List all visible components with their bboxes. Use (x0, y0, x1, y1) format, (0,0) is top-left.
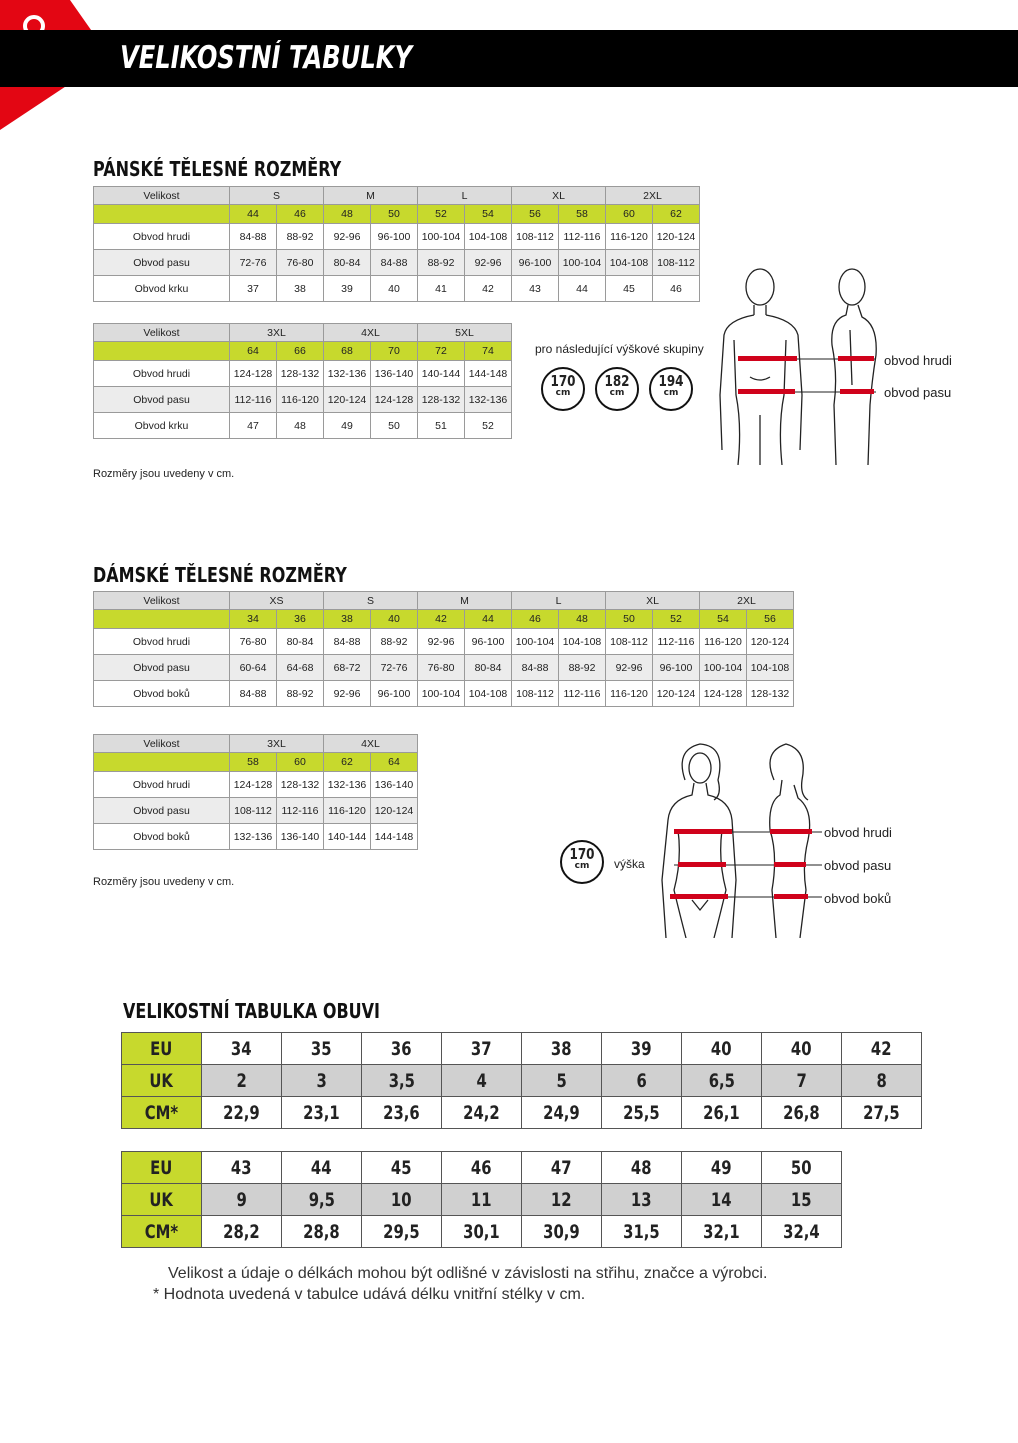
measurement-cell: 116-120 (606, 224, 653, 250)
measurement-cell: 112-116 (653, 629, 700, 655)
size-number: 74 (465, 342, 512, 361)
measurement-cell: 84-88 (324, 629, 371, 655)
measurement-cell: 104-108 (465, 681, 512, 707)
measurement-cell: 100-104 (418, 681, 465, 707)
size-group-header: L (512, 592, 606, 610)
table-row (94, 250, 700, 276)
women-size-table-2 (93, 734, 418, 850)
female-figure-illustration (650, 740, 822, 938)
measurement-cell: 68-72 (324, 655, 371, 681)
measurement-cell: 112-116 (559, 681, 606, 707)
shoe-size-cell: 4 (442, 1065, 522, 1097)
size-number: 54 (700, 610, 747, 629)
measurement-cell: 48 (277, 413, 324, 439)
size-number-blank (94, 342, 230, 361)
table-row (94, 655, 794, 681)
shoe-row-cm (122, 1097, 922, 1129)
shoe-size-cell: 45 (362, 1152, 442, 1184)
women-size-table-1 (93, 591, 794, 707)
male-figure-illustration (712, 265, 887, 465)
size-number: 46 (512, 610, 559, 629)
shoe-size-cell: 28,8 (282, 1216, 362, 1248)
measurement-cell: 46 (653, 276, 700, 302)
measurement-cell: 104-108 (559, 629, 606, 655)
shoe-size-cell: 32,4 (762, 1216, 842, 1248)
shoe-size-cell: 6,5 (682, 1065, 762, 1097)
shoe-size-cell: 3 (282, 1065, 362, 1097)
measurement-cell: 37 (230, 276, 277, 302)
measurement-cell: 92-96 (324, 224, 371, 250)
table-row (94, 224, 700, 250)
measurement-cell: 112-116 (230, 387, 277, 413)
measurement-cell: 72-76 (371, 655, 418, 681)
measurement-cell: 100-104 (559, 250, 606, 276)
size-number: 52 (418, 205, 465, 224)
measurement-cell: 136-140 (371, 772, 418, 798)
measurement-cell: 104-108 (606, 250, 653, 276)
size-number: 34 (230, 610, 277, 629)
shoe-size-table-2 (121, 1151, 842, 1248)
shoe-size-cell: 32,1 (682, 1216, 762, 1248)
size-group-header: 4XL (324, 735, 418, 753)
male-chest-label: obvod hrudi (884, 353, 952, 368)
row-label: Obvod pasu (94, 387, 230, 413)
shoe-size-cell: 43 (202, 1152, 282, 1184)
shoe-size-cell: 6 (602, 1065, 682, 1097)
size-group-header: L (418, 187, 512, 205)
shoe-size-cell: 2 (202, 1065, 282, 1097)
female-waist-label: obvod pasu (824, 858, 892, 873)
size-number: 40 (371, 610, 418, 629)
measurement-cell: 76-80 (230, 629, 277, 655)
shoe-size-cell: 34 (202, 1033, 282, 1065)
measurement-cell: 40 (371, 276, 418, 302)
measurement-cell: 76-80 (418, 655, 465, 681)
size-group-header: 5XL (418, 324, 512, 342)
shoe-row-uk (122, 1184, 842, 1216)
measurement-cell: 116-120 (324, 798, 371, 824)
size-number: 62 (653, 205, 700, 224)
size-group-header: XL (512, 187, 606, 205)
row-label: Obvod pasu (94, 655, 230, 681)
female-hips-label: obvod boků (824, 891, 892, 906)
measurement-cell: 100-104 (418, 224, 465, 250)
measurement-cell: 120-124 (653, 681, 700, 707)
measurement-cell: 132-136 (324, 361, 371, 387)
shoe-size-cell: 38 (522, 1033, 602, 1065)
measurement-cell: 144-148 (371, 824, 418, 850)
shoe-size-cell: 26,8 (762, 1097, 842, 1129)
shoe-size-cell: 11 (442, 1184, 522, 1216)
measurement-cell: 104-108 (465, 224, 512, 250)
measurement-cell: 52 (465, 413, 512, 439)
measurement-cell: 84-88 (230, 681, 277, 707)
measurement-cell: 84-88 (371, 250, 418, 276)
measurement-cell: 72-76 (230, 250, 277, 276)
height-badge-194: 194 cm (649, 367, 693, 411)
height-badge-170-women: 170 cm (560, 840, 604, 884)
shoe-size-cell: 36 (362, 1033, 442, 1065)
height-badge-170: 170 cm (541, 367, 585, 411)
table-row (94, 413, 512, 439)
male-waist-label: obvod pasu (884, 385, 952, 400)
size-number: 42 (418, 610, 465, 629)
table-row (94, 387, 512, 413)
size-group-header: M (418, 592, 512, 610)
measurement-cell: 132-136 (230, 824, 277, 850)
measurement-cell: 43 (512, 276, 559, 302)
table-row (94, 681, 794, 707)
shoe-row-label: EU (122, 1152, 202, 1184)
shoe-size-cell: 12 (522, 1184, 602, 1216)
measurement-cell: 100-104 (700, 655, 747, 681)
measurement-cell: 41 (418, 276, 465, 302)
measurement-cell: 100-104 (512, 629, 559, 655)
measurement-cell: 124-128 (700, 681, 747, 707)
measurement-cell: 96-100 (465, 629, 512, 655)
shoe-size-cell: 9,5 (282, 1184, 362, 1216)
shoes-section-title: VELIKOSTNÍ TABULKA OBUVI (123, 999, 381, 1023)
table-row (94, 361, 512, 387)
row-label: Obvod boků (94, 681, 230, 707)
size-header-label: Velikost (94, 735, 230, 753)
measurement-cell: 80-84 (277, 629, 324, 655)
shoe-size-cell: 3,5 (362, 1065, 442, 1097)
shoe-row-label: CM* (122, 1097, 202, 1129)
row-label: Obvod hrudi (94, 772, 230, 798)
men-height-caption: pro následující výškové skupiny (535, 342, 704, 356)
size-number: 58 (559, 205, 606, 224)
row-label: Obvod hrudi (94, 224, 230, 250)
height-badge-182: 182 cm (595, 367, 639, 411)
shoe-size-cell: 28,2 (202, 1216, 282, 1248)
size-number: 50 (606, 610, 653, 629)
shoe-row-label: UK (122, 1065, 202, 1097)
size-number: 38 (324, 610, 371, 629)
row-label: Obvod krku (94, 413, 230, 439)
measurement-cell: 108-112 (606, 629, 653, 655)
size-group-header: 3XL (230, 324, 324, 342)
measurement-cell: 96-100 (371, 681, 418, 707)
measurement-cell: 88-92 (371, 629, 418, 655)
measurement-cell: 116-120 (606, 681, 653, 707)
measurement-cell: 108-112 (230, 798, 277, 824)
measurement-cell: 84-88 (230, 224, 277, 250)
size-number: 72 (418, 342, 465, 361)
men-size-table-1 (93, 186, 700, 302)
shoe-size-cell: 44 (282, 1152, 362, 1184)
size-number: 48 (324, 205, 371, 224)
table-row (94, 629, 794, 655)
shoe-size-cell: 46 (442, 1152, 522, 1184)
measurement-cell: 92-96 (606, 655, 653, 681)
shoe-size-cell: 48 (602, 1152, 682, 1184)
shoe-size-cell: 9 (202, 1184, 282, 1216)
row-label: Obvod boků (94, 824, 230, 850)
size-group-header: M (324, 187, 418, 205)
size-number: 60 (277, 753, 324, 772)
size-number-blank (94, 753, 230, 772)
shoe-size-cell: 50 (762, 1152, 842, 1184)
size-group-header: 2XL (700, 592, 794, 610)
measurement-cell: 92-96 (324, 681, 371, 707)
size-number: 64 (371, 753, 418, 772)
shoe-size-cell: 24,9 (522, 1097, 602, 1129)
size-number: 60 (606, 205, 653, 224)
shoe-size-cell: 27,5 (842, 1097, 922, 1129)
size-number: 62 (324, 753, 371, 772)
measurement-cell: 128-132 (418, 387, 465, 413)
size-header-label: Velikost (94, 187, 230, 205)
size-group-header: 4XL (324, 324, 418, 342)
size-group-header: XS (230, 592, 324, 610)
shoe-size-cell: 30,1 (442, 1216, 522, 1248)
measurement-cell: 128-132 (277, 772, 324, 798)
size-group-header: 3XL (230, 735, 324, 753)
measurement-cell: 112-116 (559, 224, 606, 250)
women-note: Rozměry jsou uvedeny v cm. (93, 876, 235, 888)
table-row (94, 824, 418, 850)
measurement-cell: 51 (418, 413, 465, 439)
measurement-cell: 112-116 (277, 798, 324, 824)
size-number: 56 (512, 205, 559, 224)
measurement-cell: 64-68 (277, 655, 324, 681)
size-number: 50 (371, 205, 418, 224)
measurement-cell: 45 (606, 276, 653, 302)
shoe-size-cell: 15 (762, 1184, 842, 1216)
men-section-title: PÁNSKÉ TĚLESNÉ ROZMĚRY (93, 157, 342, 181)
shoe-row-label: EU (122, 1033, 202, 1065)
size-number-blank (94, 610, 230, 629)
measurement-cell: 120-124 (653, 224, 700, 250)
size-number: 54 (465, 205, 512, 224)
measurement-cell: 96-100 (512, 250, 559, 276)
size-number: 36 (277, 610, 324, 629)
shoe-footnote-2: * Hodnota uvedená v tabulce udává délku vnitřní stélky v cm. (153, 1286, 586, 1303)
size-number: 68 (324, 342, 371, 361)
measurement-cell: 116-120 (700, 629, 747, 655)
female-chest-label: obvod hrudi (824, 825, 892, 840)
measurement-cell: 88-92 (418, 250, 465, 276)
shoe-size-cell: 49 (682, 1152, 762, 1184)
men-note: Rozměry jsou uvedeny v cm. (93, 468, 235, 480)
row-label: Obvod hrudi (94, 361, 230, 387)
size-number: 58 (230, 753, 277, 772)
shoe-size-table-1 (121, 1032, 922, 1129)
shoe-size-cell: 10 (362, 1184, 442, 1216)
measurement-cell: 80-84 (465, 655, 512, 681)
measurement-cell: 104-108 (747, 655, 794, 681)
shoe-size-cell: 40 (682, 1033, 762, 1065)
women-section-title: DÁMSKÉ TĚLESNÉ ROZMĚRY (93, 563, 347, 587)
shoe-size-cell: 8 (842, 1065, 922, 1097)
shoe-size-cell: 47 (522, 1152, 602, 1184)
measurement-cell: 120-124 (371, 798, 418, 824)
shoe-size-cell: 30,9 (522, 1216, 602, 1248)
measurement-cell: 124-128 (230, 361, 277, 387)
shoe-row-label: CM* (122, 1216, 202, 1248)
size-number: 48 (559, 610, 606, 629)
shoe-size-cell: 29,5 (362, 1216, 442, 1248)
measurement-cell: 76-80 (277, 250, 324, 276)
measurement-cell: 108-112 (653, 250, 700, 276)
size-number: 46 (277, 205, 324, 224)
measurement-cell: 49 (324, 413, 371, 439)
size-number: 70 (371, 342, 418, 361)
row-label: Obvod krku (94, 276, 230, 302)
measurement-cell: 132-136 (465, 387, 512, 413)
size-number: 64 (230, 342, 277, 361)
shoe-size-cell: 14 (682, 1184, 762, 1216)
measurement-cell: 39 (324, 276, 371, 302)
size-number: 44 (230, 205, 277, 224)
men-size-table-2 (93, 323, 512, 439)
size-group-header: S (230, 187, 324, 205)
measurement-cell: 136-140 (371, 361, 418, 387)
size-number: 56 (747, 610, 794, 629)
measurement-cell: 128-132 (277, 361, 324, 387)
shoe-row-label: UK (122, 1184, 202, 1216)
table-row (94, 276, 700, 302)
shoe-size-cell: 13 (602, 1184, 682, 1216)
size-number-blank (94, 205, 230, 224)
row-label: Obvod hrudi (94, 629, 230, 655)
measurement-cell: 42 (465, 276, 512, 302)
measurement-cell: 136-140 (277, 824, 324, 850)
measurement-cell: 88-92 (559, 655, 606, 681)
measurement-cell: 96-100 (371, 224, 418, 250)
measurement-cell: 124-128 (371, 387, 418, 413)
shoe-size-cell: 42 (842, 1033, 922, 1065)
measurement-cell: 47 (230, 413, 277, 439)
measurement-cell: 140-144 (418, 361, 465, 387)
shoe-size-cell: 5 (522, 1065, 602, 1097)
measurement-cell: 50 (371, 413, 418, 439)
size-number: 44 (465, 610, 512, 629)
size-group-header: 2XL (606, 187, 700, 205)
size-group-header: XL (606, 592, 700, 610)
page-title: VELIKOSTNÍ TABULKY (120, 40, 413, 76)
measurement-cell: 38 (277, 276, 324, 302)
shoe-size-cell: 23,1 (282, 1097, 362, 1129)
measurement-cell: 108-112 (512, 681, 559, 707)
measurement-cell: 84-88 (512, 655, 559, 681)
row-label: Obvod pasu (94, 250, 230, 276)
shoe-size-cell: 23,6 (362, 1097, 442, 1129)
measurement-cell: 120-124 (747, 629, 794, 655)
measurement-cell: 80-84 (324, 250, 371, 276)
measurement-cell: 124-128 (230, 772, 277, 798)
size-number: 52 (653, 610, 700, 629)
size-group-header: S (324, 592, 418, 610)
shoe-footnote-1: Velikost a údaje o délkách mohou být odlišné v závislosti na střihu, značce a výrobci. (168, 1265, 768, 1282)
shoe-row-eu (122, 1152, 842, 1184)
measurement-cell: 116-120 (277, 387, 324, 413)
measurement-cell: 120-124 (324, 387, 371, 413)
shoe-size-cell: 7 (762, 1065, 842, 1097)
shoe-size-cell: 25,5 (602, 1097, 682, 1129)
measurement-cell: 144-148 (465, 361, 512, 387)
shoe-size-cell: 26,1 (682, 1097, 762, 1129)
shoe-size-cell: 39 (602, 1033, 682, 1065)
measurement-cell: 60-64 (230, 655, 277, 681)
measurement-cell: 88-92 (277, 224, 324, 250)
shoe-size-cell: 31,5 (602, 1216, 682, 1248)
size-header-label: Velikost (94, 592, 230, 610)
measurement-cell: 92-96 (418, 629, 465, 655)
size-header-label: Velikost (94, 324, 230, 342)
measurement-cell: 128-132 (747, 681, 794, 707)
shoe-row-eu (122, 1033, 922, 1065)
shoe-size-cell: 40 (762, 1033, 842, 1065)
measurement-cell: 140-144 (324, 824, 371, 850)
row-label: Obvod pasu (94, 798, 230, 824)
shoe-row-uk (122, 1065, 922, 1097)
measurement-cell: 108-112 (512, 224, 559, 250)
shoe-size-cell: 22,9 (202, 1097, 282, 1129)
shoe-row-cm (122, 1216, 842, 1248)
shoe-size-cell: 35 (282, 1033, 362, 1065)
measurement-cell: 132-136 (324, 772, 371, 798)
measurement-cell: 88-92 (277, 681, 324, 707)
table-row (94, 772, 418, 798)
measurement-cell: 44 (559, 276, 606, 302)
table-row (94, 798, 418, 824)
women-height-caption: výška (614, 857, 645, 871)
size-number: 66 (277, 342, 324, 361)
measurement-cell: 96-100 (653, 655, 700, 681)
shoe-size-cell: 24,2 (442, 1097, 522, 1129)
shoe-size-cell: 37 (442, 1033, 522, 1065)
measurement-cell: 92-96 (465, 250, 512, 276)
